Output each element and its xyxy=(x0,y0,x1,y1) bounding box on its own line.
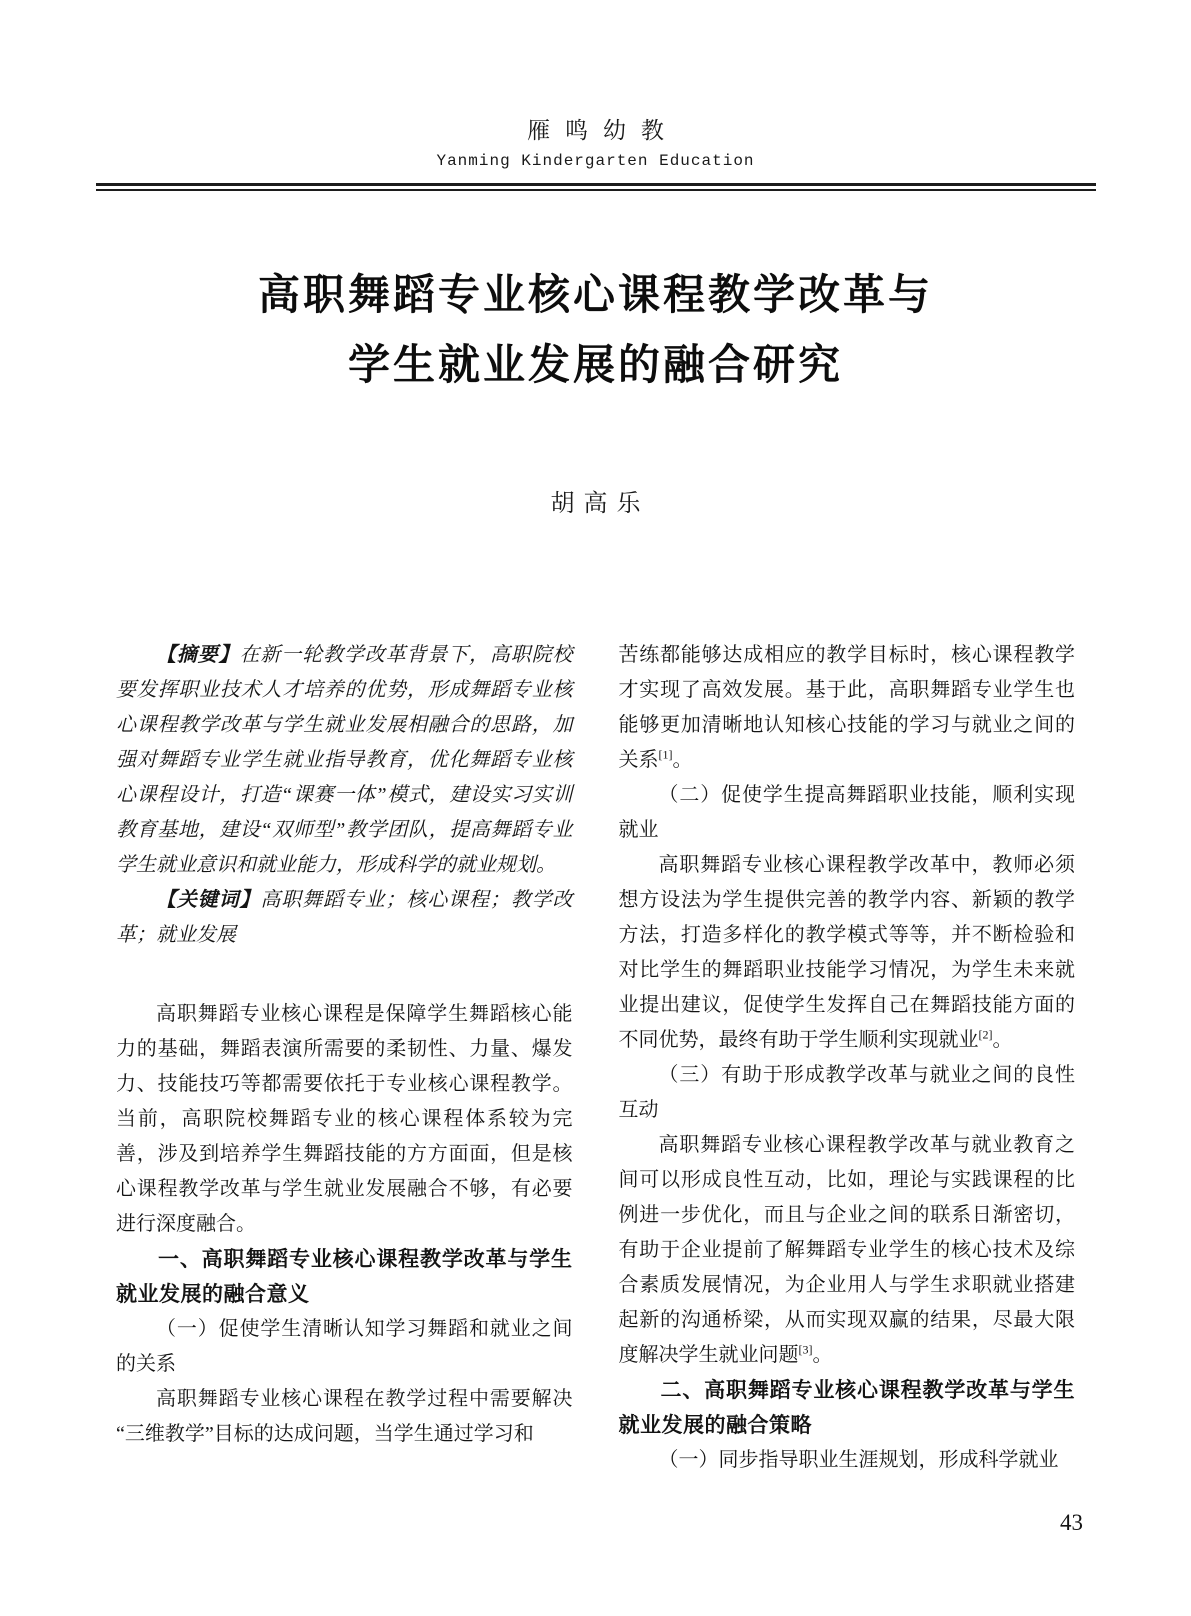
reference-superscript: [1] xyxy=(658,747,673,762)
article-title-line-2: 学生就业发展的融合研究 xyxy=(347,343,843,390)
paragraph-label: 【关键词】 xyxy=(156,889,261,912)
header-divider-rule xyxy=(96,183,1096,191)
journal-header xyxy=(0,0,1191,191)
page-number: 43 xyxy=(1060,1510,1083,1535)
paragraph: （一）同步指导职业生涯规划，形成科学就业 xyxy=(658,1449,1059,1472)
paragraph: 高职舞蹈专业核心课程是保障学生舞蹈核心能力的基础，舞蹈表演所需要的柔韧性、力量、爆发力、技能技巧等都需要依托于专业核心课程教学。当前，高职院校舞蹈专业的核心课程体系较为完善，涉及到培养学生舞蹈技能的方方面面，但是核心课程教学改革与学生就业发展融合不够，有必要进行深度融合。 xyxy=(116,1003,573,1236)
journal-title-chinese: 雁鸣幼教 xyxy=(527,118,679,143)
paragraph: 高职舞蹈专业核心课程教学改革中，教师必须想方设法为学生提供完善的教学内容、新颖的教学方法，打造多样化的教学模式等等，并不断检验和对比学生的舞蹈职业技能学习情况，为学生未来就业提出建议，促使学生发挥自己在舞蹈技能方面的不同优势，最终有助于学生顺利实现就业[2]。 xyxy=(618,854,1075,1052)
paragraph: 高职舞蹈专业核心课程在教学过程中需要解决“三维教学”目标的达成问题，当学生通过学习和 xyxy=(116,1388,573,1446)
paragraph-label: 【摘要】 xyxy=(156,644,240,667)
reference-superscript: [2] xyxy=(978,1027,993,1042)
paragraph: （一）促使学生清晰认知学习舞蹈和就业之间的关系 xyxy=(116,1318,573,1376)
left-column xyxy=(116,638,573,1478)
paragraph: 【摘要】在新一轮教学改革背景下，高职院校要发挥职业技术人才培养的优势，形成舞蹈专业核心课程教学改革与学生就业发展相融合的思路，加强对舞蹈专业学生就业指导教育，优化舞蹈专业核心课程设计，打造“课赛一体”模式，建设实习实训教育基地，建设“双师型”教学团队，提高舞蹈专业学生就业意识和就业能力，形成科学的就业规划。 xyxy=(116,644,573,877)
article-author: 胡高乐 xyxy=(550,491,650,518)
paragraph: 苦练都能够达成相应的教学目标时，核心课程教学才实现了高效发展。基于此，高职舞蹈专业学生也能够更加清晰地认知核心技能的学习与就业之间的关系[1]。 xyxy=(618,644,1075,772)
reference-superscript: [3] xyxy=(798,1342,813,1357)
paragraph-spacer xyxy=(116,953,573,997)
paragraph: （三）有助于形成教学改革与就业之间的良性互动 xyxy=(618,1064,1075,1122)
paragraph: （二）促使学生提高舞蹈职业技能，顺利实现就业 xyxy=(618,784,1075,842)
paragraph: 高职舞蹈专业核心课程教学改革与就业教育之间可以形成良性互动，比如，理论与实践课程的比例进一步优化，而且与企业之间的联系日渐密切，有助于企业提前了解舞蹈专业学生的核心技术及综合素质发展情况，为企业用人与学生求职就业搭建起新的沟通桥梁，从而实现双赢的结果，尽最大限度解决学生就业问题[3]。 xyxy=(618,1134,1075,1367)
paragraph: 【关键词】高职舞蹈专业；核心课程；教学改革；就业发展 xyxy=(116,889,573,947)
journal-title-english: Yanming Kindergarten Education xyxy=(436,152,755,170)
section-heading: 二、高职舞蹈专业核心课程教学改革与学生就业发展的融合策略 xyxy=(618,1379,1075,1438)
article-body xyxy=(116,638,1075,1478)
right-column xyxy=(619,638,1076,1478)
section-heading: 一、高职舞蹈专业核心课程教学改革与学生就业发展的融合意义 xyxy=(116,1248,573,1307)
article-title-line-1: 高职舞蹈专业核心课程教学改革与 xyxy=(257,273,933,319)
